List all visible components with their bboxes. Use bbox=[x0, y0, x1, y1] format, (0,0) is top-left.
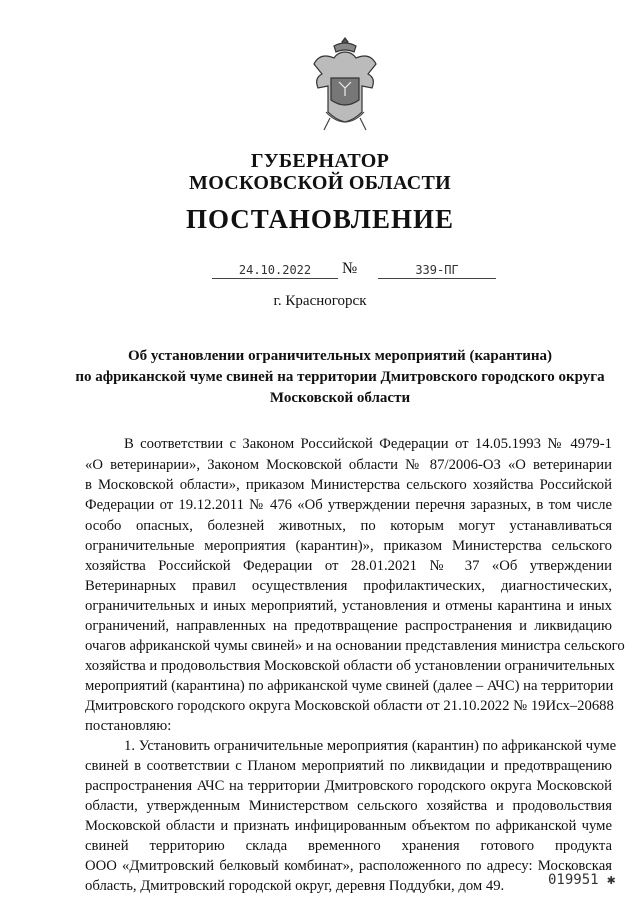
body-line: свиней в соответствии с Планом мероприятий по ликвидации и предотвращению bbox=[85, 758, 612, 774]
body-line: ограничительные мероприятия (карантин)», приказом Министерства сельского bbox=[85, 538, 612, 554]
document-type: ПОСТАНОВЛЕНИЕ bbox=[185, 204, 455, 234]
coat-of-arms-emblem bbox=[306, 34, 384, 134]
body-line: Дмитровского городского округа Московской области от 21.10.2022 № 19Исх–20688 bbox=[85, 698, 614, 714]
body-line: ООО «Дмитровский белковый комбинат», расположенного по адресу: Московская bbox=[85, 858, 612, 874]
body-line: ограничений, направленных на предотвращение распространения и ликвидацию bbox=[85, 618, 612, 634]
document-date: 24.10.2022 bbox=[212, 262, 338, 279]
body-line: особо опасных, болезней животных, по которым могут устанавливаться bbox=[85, 518, 612, 534]
title-line: Об установлении ограничительных мероприятий (карантина) bbox=[127, 348, 552, 364]
body-line: очагов африканской чумы свиней» и на основании представления министра сельского bbox=[85, 638, 625, 654]
title-line: Московской области bbox=[269, 390, 411, 406]
body-line: свиней территорию склада временного хранения готового продукта bbox=[85, 838, 612, 854]
body-line: Федерации от 19.12.2011 № 476 «Об утверждении перечня заразных, в том числе bbox=[85, 497, 612, 513]
body-line: хозяйства Российской Федерации от 28.01.2021 № 37 «Об утверждении bbox=[85, 558, 612, 574]
body-line: мероприятий (карантина) по африканской чуме свиней (далее – АЧС) на территории bbox=[85, 678, 614, 694]
body-line: Московской области и признать инфицированным объектом по африканской чуме bbox=[85, 818, 612, 834]
header-line-1: ГУБЕРНАТОР bbox=[250, 150, 390, 172]
number-sign: № bbox=[342, 260, 358, 277]
body-line: 1. Установить ограничительные мероприятия (карантин) по африканской чуме bbox=[124, 738, 617, 754]
city: г. Красногорск bbox=[273, 293, 367, 309]
body-line: область, Дмитровский городской округ, деревня Поддубки, дом 49. bbox=[85, 878, 505, 894]
body-line: хозяйства и продовольствия Московской области об установлении ограничительных bbox=[85, 658, 615, 674]
body-line: постановляю: bbox=[85, 718, 172, 734]
body-line: «О ветеринарии», Законом Московской области № 87/2006-ОЗ «О ветеринарии bbox=[85, 457, 612, 473]
title-line: по африканской чуме свиней на территории Дмитровского городского округа bbox=[75, 369, 605, 385]
body-line: В соответствии с Законом Российской Федерации от 14.05.1993 № 4979-1 bbox=[124, 436, 612, 452]
body-line: Ветеринарных правил осуществления профилактических, диагностических, bbox=[85, 578, 612, 594]
body-line: распространения АЧС на территории Дмитровского городского округа Московской bbox=[85, 778, 612, 794]
header-line-2: МОСКОВСКОЙ ОБЛАСТИ bbox=[189, 172, 451, 194]
form-serial-number: 019951 ✱ bbox=[548, 872, 616, 888]
document-number: 339-ПГ bbox=[378, 262, 496, 279]
body-line: области, утвержденным Министерством сельского хозяйства и продовольствия bbox=[85, 798, 612, 814]
body-line: в Московской области», приказом Министерства сельского хозяйства Российской bbox=[85, 477, 612, 493]
body-line: ограничительных и иных мероприятий, установления и отмены карантина и иных bbox=[85, 598, 612, 614]
